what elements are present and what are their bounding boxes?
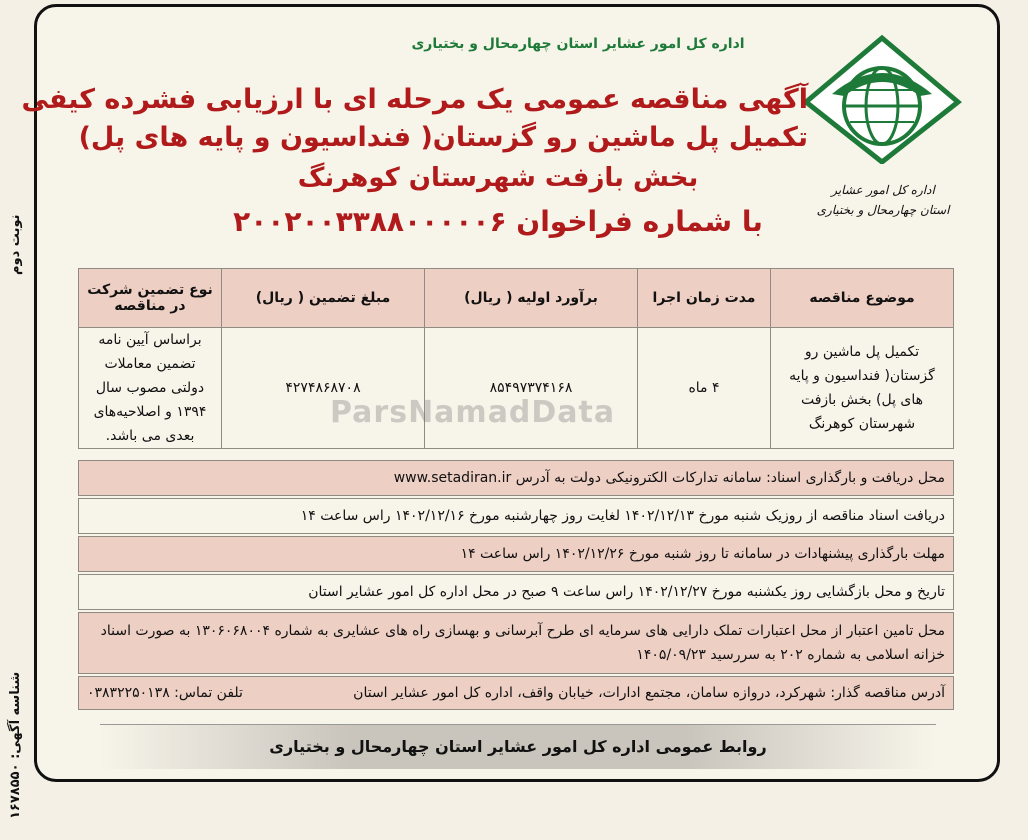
side-strip: [0, 90, 38, 819]
info-row-opening-date: تاریخ و محل بازگشایی روز یکشنبه مورخ ۱۴۰۲/۱۲/۲۷ راس ساعت ۹ صبح در محل اداره کل امور عشایر استان: [78, 574, 954, 610]
header-duration: مدت زمان اجرا: [638, 269, 771, 328]
ad-title-line1: آگهی مناقصه عمومی یک مرحله ای با ارزیابی فشرده کیفی: [21, 84, 808, 115]
info-row-documents-period: دریافت اسناد مناقصه از روزیک شنبه مورخ ۱۴۰۲/۱۲/۱۳ لغایت روز چهارشنبه مورخ ۱۴۰۲/۱۲/۱۶ راس ساعت ۱۴: [78, 498, 954, 534]
info-row-documents-location: [78, 460, 954, 496]
organization-name-top: اداره کل امور عشایر استان چهارمحال و بختیاری: [411, 36, 745, 52]
watermark-text: ParsNamadData: [330, 395, 616, 430]
header-guarantee-type: نوع تضمین شرکت در مناقصه: [79, 269, 222, 328]
logo-caption: [798, 180, 968, 220]
tenderer-address: آدرس مناقصه گذار: شهرکرد، دروازه سامان، مجتمع ادارات، خیابان واقف، اداره کل امور عشایر استان: [353, 685, 945, 701]
publication-round: نوبت دوم: [8, 214, 23, 276]
cell-guarantee-type: براساس آیین نامه تضمین معاملات دولتی مصوب سال ۱۳۹۴ و اصلاحیه‌های بعدی می باشد.: [79, 328, 222, 449]
logo-caption-line2: استان چهارمحال و بختیاری: [816, 203, 950, 217]
info-row-funding-source: محل تامین اعتبار از محل اعتبارات تملک دارایی های سرمایه ای طرح آبرسانی و بهسازی راه های عشایری به شماره ۱۳۰۶۰۶۸۰۰۴ به صورت اسناد خزانه اسلامی به شماره ۲۰۲ به سررسید ۱۴۰۵/۰۹/۲۳: [78, 612, 954, 674]
header-guarantee-amount: مبلغ تضمین ( ریال): [222, 269, 425, 328]
contact-phone: تلفن تماس: ۰۳۸۳۲۲۵۰۱۳۸: [87, 685, 243, 701]
header-subject: موضوع مناقصه: [771, 269, 954, 328]
logo-caption-line1: اداره کل امور عشایر: [831, 183, 935, 197]
cell-guarantee-amount: ۴۲۷۴۸۶۸۷۰۸: [222, 328, 425, 449]
documents-location-text: محل دریافت و بارگذاری اسناد: سامانه تدارکات الکترونیکی دولت به آدرس: [515, 470, 945, 486]
cell-subject: تکمیل پل ماشین رو گزستان( فنداسیون و پایه های پل) بخش بازفت شهرستان کوهرنگ: [771, 328, 954, 449]
setadiran-link[interactable]: www.setadiran.ir: [393, 470, 512, 486]
ad-id: شناسه آگهی: ۱۶۷۸۵۵۰: [8, 671, 23, 819]
table-row: [79, 328, 954, 449]
ad-title-line2: تکمیل پل ماشین رو گزستان( فنداسیون و پایه های پل): [78, 122, 808, 153]
header-estimate: برآورد اولیه ( ریال): [425, 269, 638, 328]
ad-title-line3: بخش بازفت شهرستان کوهرنگ: [297, 163, 699, 193]
cell-duration: ۴ ماه: [638, 328, 771, 449]
cell-estimate: ۸۵۴۹۷۳۷۴۱۶۸: [425, 328, 638, 449]
info-row-submission-deadline: مهلت بارگذاری پیشنهادات در سامانه تا روز شنبه مورخ ۱۴۰۲/۱۲/۲۶ راس ساعت ۱۴: [78, 536, 954, 572]
public-relations-footer: روابط عمومی اداره کل امور عشایر استان چهارمحال و بختیاری: [100, 724, 936, 769]
info-row-address: [78, 676, 954, 710]
organization-logo-icon: [802, 34, 962, 164]
call-number: با شماره فراخوان ۲۰۰۲۰۰۳۳۸۸۰۰۰۰۰۶: [233, 205, 763, 238]
table-header-row: [79, 269, 954, 328]
